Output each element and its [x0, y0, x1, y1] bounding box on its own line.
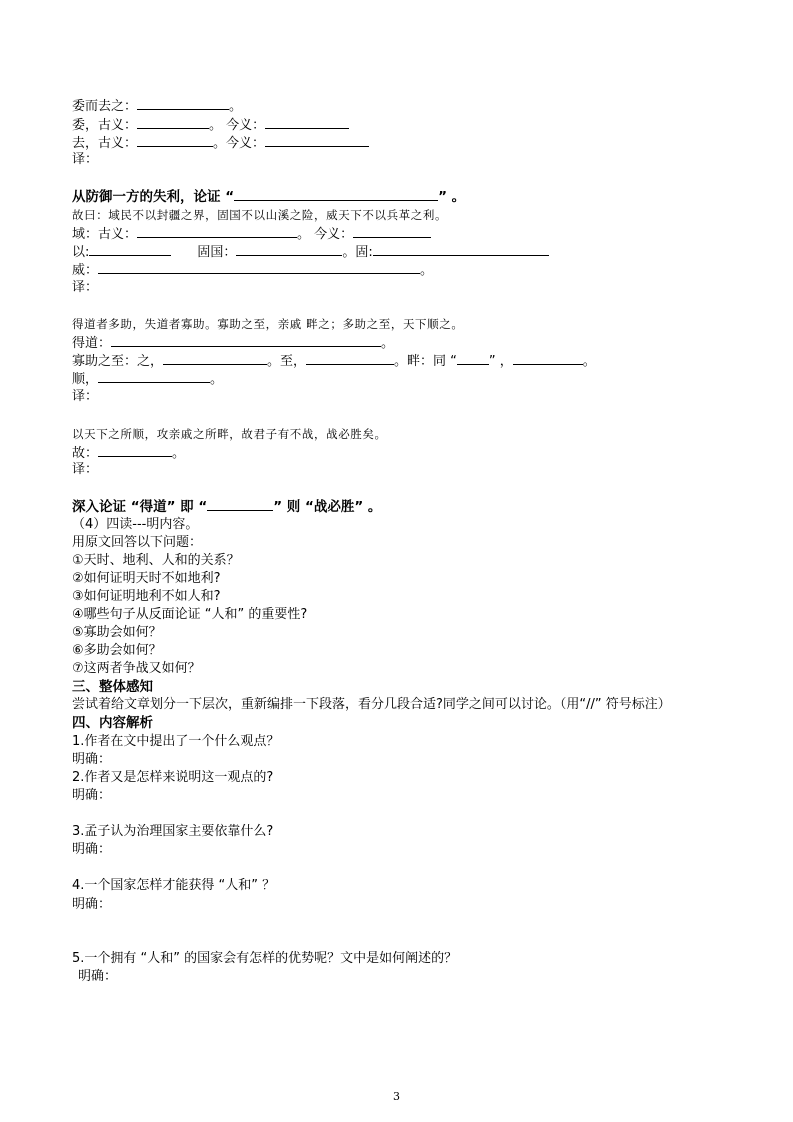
section-title: 四、内容解析 — [72, 715, 153, 731]
vocab-label: 以: — [72, 245, 90, 260]
vocab-label: 委而去之： — [72, 99, 138, 114]
vocab-label: 去，古义： — [72, 136, 138, 151]
question-item: 3.孟子认为治理国家主要依靠什么? — [72, 824, 274, 839]
punct: 。 — [582, 354, 596, 369]
vocab-line — [72, 224, 431, 244]
answer-blank[interactable] — [207, 497, 273, 511]
answer-blank[interactable] — [353, 224, 431, 238]
vocab-label: 故： — [72, 446, 99, 461]
answer-label: 明确： — [72, 788, 112, 803]
question-item: ④哪些句子从反面论证 “人和” 的重要性? — [72, 607, 308, 622]
section-heading — [72, 497, 381, 516]
vocab-label: 。至， — [267, 354, 307, 369]
vocab-label: 。固: — [342, 245, 373, 260]
vocab-line — [72, 260, 433, 280]
answer-blank[interactable] — [98, 443, 172, 457]
heading-text: ” 。 — [438, 189, 466, 205]
vocab-label: 。畔：同 “ — [394, 354, 457, 369]
classical-text: 得道者多助，失道者寡助。寡助之至，亲戚 畔之；多助之至，天下顺之。 — [72, 317, 464, 331]
vocab-line — [72, 115, 349, 135]
answer-blank[interactable] — [89, 242, 171, 256]
vocab-label: 域：古义： — [72, 227, 138, 242]
answer-blank[interactable] — [137, 96, 229, 110]
translation-label: 译： — [72, 462, 99, 477]
vocab-line — [72, 351, 596, 371]
vocab-label: 委，古义： — [72, 118, 138, 133]
punct: 。 — [229, 99, 243, 114]
vocab-label: 寡助之至：之， — [72, 354, 164, 369]
vocab-line — [72, 133, 369, 153]
answer-blank[interactable] — [513, 351, 583, 365]
vocab-line — [72, 96, 242, 116]
step-heading: （4）四读---明内容。 — [72, 517, 199, 532]
question-item: ⑦这两者争战又如何？ — [72, 661, 201, 676]
answer-label: 明确： — [78, 969, 118, 984]
answer-blank[interactable] — [236, 242, 342, 256]
classical-text: 以天下之所顺，攻亲戚之所畔，故君子有不战，战必胜矣。 — [72, 427, 387, 441]
vocab-label: 固国： — [197, 245, 237, 260]
answer-blank[interactable] — [98, 369, 210, 383]
question-item: ②如何证明天时不如地利? — [72, 571, 221, 586]
question-item: 5.一个拥有 “人和” 的国家会有怎样的优势呢？文中是如何阐述的？ — [72, 951, 458, 966]
answer-label: 明确： — [72, 842, 112, 857]
vocab-line — [72, 242, 549, 262]
classical-text: 故曰：域民不以封疆之界，固国不以山溪之险，威天下不以兵革之利。 — [72, 208, 448, 222]
answer-blank[interactable] — [137, 133, 213, 147]
answer-label: 明确： — [72, 752, 112, 767]
punct: 。 — [172, 446, 186, 461]
translation-label: 译： — [72, 389, 99, 404]
heading-text: ” 则 “战必胜” 。 — [273, 499, 382, 515]
answer-blank[interactable] — [137, 224, 297, 238]
section-heading — [72, 187, 465, 206]
translation-label: 译： — [72, 280, 99, 295]
punct: 。 — [420, 263, 434, 278]
answer-blank[interactable] — [163, 351, 267, 365]
answer-blank[interactable] — [306, 351, 394, 365]
vocab-label: 威： — [72, 263, 99, 278]
question-item: 1.作者在文中提出了一个什么观点？ — [72, 734, 280, 749]
punct: 。 — [381, 336, 395, 351]
vocab-label: ” ， — [488, 354, 513, 369]
translation-label: 译： — [72, 152, 99, 167]
question-item: ⑥多助会如何？ — [72, 643, 162, 658]
question-item: 4.一个国家怎样才能获得 “人和” ？ — [72, 878, 276, 893]
vocab-label: 。 今义： — [209, 118, 266, 133]
vocab-label: 。今义： — [213, 136, 266, 151]
answer-blank[interactable] — [457, 351, 489, 365]
vocab-label: 顺， — [72, 372, 99, 387]
question-item: 2.作者又是怎样来说明这一观点的? — [72, 770, 274, 785]
instruction: 用原文回答以下问题： — [72, 535, 203, 550]
vocab-line — [72, 333, 394, 353]
heading-text: 深入论证 “得道” 即 “ — [72, 499, 208, 515]
punct: 。 — [210, 372, 224, 387]
answer-blank[interactable] — [137, 115, 209, 129]
question-item: ⑤寡助会如何？ — [72, 625, 162, 640]
answer-blank[interactable] — [373, 242, 549, 256]
vocab-line — [72, 443, 185, 463]
answer-blank[interactable] — [98, 260, 420, 274]
question-item: ③如何证明地利不如人和? — [72, 589, 221, 604]
section-title: 三、整体感知 — [72, 679, 153, 695]
vocab-line — [72, 369, 223, 389]
section-text: 尝试着给文章划分一下层次，重新编排一下段落，看分几段合适?同学之间可以讨论。（用“//” 符号标注） — [72, 697, 671, 712]
vocab-label: 。 今义： — [297, 227, 354, 242]
question-item: ①天时、地利、人和的关系？ — [72, 553, 240, 568]
answer-blank[interactable] — [111, 333, 381, 347]
answer-blank[interactable] — [265, 115, 349, 129]
vocab-label: 得道： — [72, 336, 112, 351]
answer-blank[interactable] — [234, 187, 438, 201]
page-number: 3 — [393, 1090, 400, 1103]
answer-label: 明确： — [72, 897, 112, 912]
heading-text: 从防御一方的失利，论证 “ — [72, 189, 235, 205]
answer-blank[interactable] — [265, 133, 369, 147]
